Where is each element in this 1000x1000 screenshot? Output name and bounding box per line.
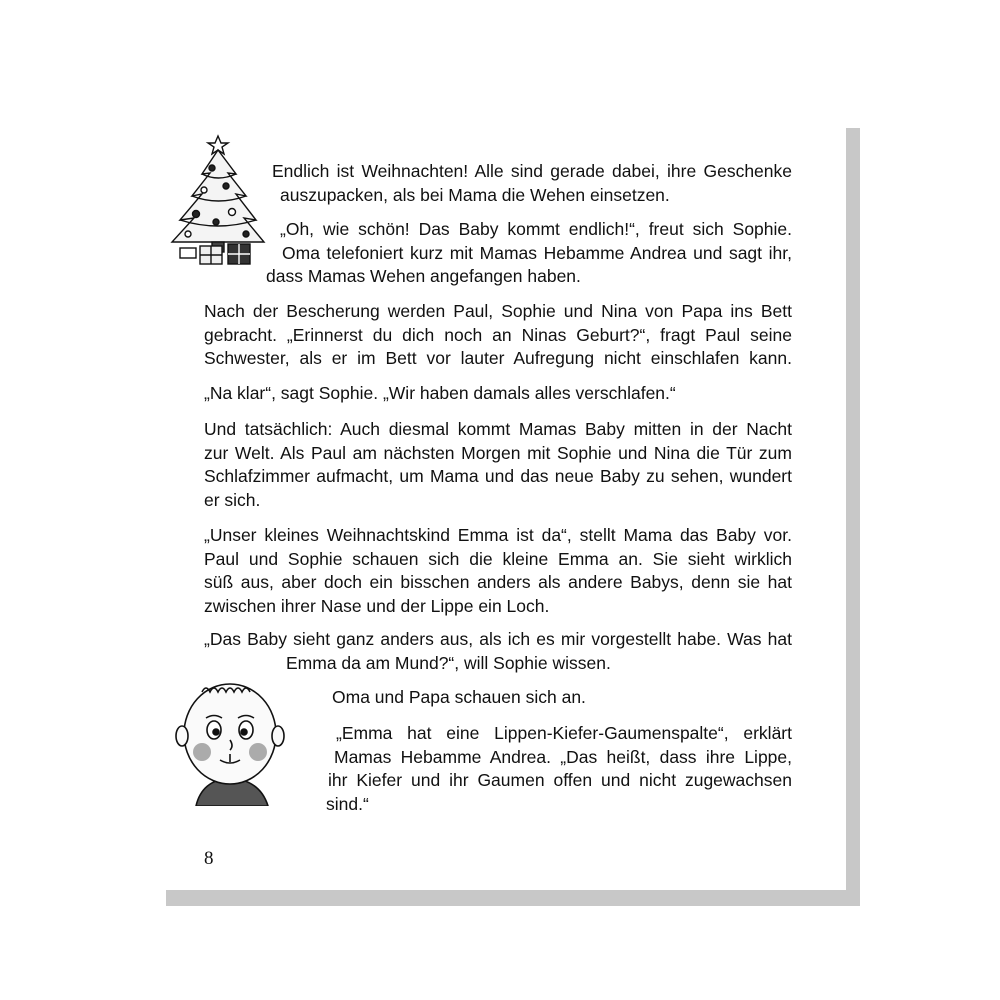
text-line: ihr Kiefer und ihr Gaumen offen und nicht zugewachsen xyxy=(328,770,792,790)
text-line: Nach der Bescherung werden Paul, Sophie und Nina von Papa ins Bett xyxy=(204,301,792,321)
paragraph-6 xyxy=(204,524,792,618)
text-line: auszupacken, als bei Mama die Wehen einsetzen. xyxy=(280,184,670,205)
text-line: „Das Baby sieht ganz anders aus, als ich es mir vorgestellt habe. Was hat xyxy=(204,629,792,649)
paragraph-3 xyxy=(204,300,792,371)
text-line: Mamas Hebamme Andrea. „Das heißt, dass ihre Lippe, xyxy=(334,746,792,767)
text-line: „Unser kleines Weihnachtskind Emma ist da“, stellt Mama das Baby vor. xyxy=(204,525,792,545)
text-line: süß aus, aber doch ein bisschen anders als andere Babys, denn sie hat xyxy=(204,572,792,592)
page-number: 8 xyxy=(204,848,214,869)
text-line: er sich. xyxy=(204,489,261,510)
text-line: Paul und Sophie schauen sich die kleine Emma an. Sie sieht wirklich xyxy=(204,548,792,569)
text-line: dass Mamas Wehen angefangen haben. xyxy=(266,266,581,286)
text-line: Und tatsächlich: Auch diesmal kommt Mamas Baby mitten in der Nacht xyxy=(204,419,792,439)
text-line: gebracht. „Erinnerst du dich noch an Ninas Geburt?“, fragt Paul seine xyxy=(204,324,792,345)
text-line: Schwester, als er im Bett vor lauter Aufregung nicht einschlafen kann. xyxy=(204,348,792,368)
text-line: „Oh, wie schön! Das Baby kommt endlich!“, freut sich Sophie. xyxy=(280,219,792,239)
paragraph-7 xyxy=(204,628,792,675)
text-line: zur Welt. Als Paul am nächsten Morgen mit Sophie und Nina die Tür zum xyxy=(204,442,792,463)
text-line: „Emma hat eine Lippen-Kiefer-Gaumenspalte“, erklärt xyxy=(336,723,792,743)
text-line: sind.“ xyxy=(326,793,369,814)
text-line: Oma und Papa schauen sich an. xyxy=(332,687,586,707)
paragraph-8 xyxy=(332,686,792,710)
text-line: Oma telefoniert kurz mit Mamas Hebamme Andrea und sagt ihr, xyxy=(282,242,792,263)
paragraph-5 xyxy=(204,418,792,512)
baby-emma-illustration xyxy=(172,674,288,806)
text-line: „Na klar“, sagt Sophie. „Wir haben damals alles verschlafen.“ xyxy=(204,383,676,403)
paragraph-1 xyxy=(272,160,792,207)
christmas-tree-illustration xyxy=(166,134,270,268)
paragraph-2 xyxy=(266,218,792,289)
paragraph-9 xyxy=(326,722,792,816)
book-page xyxy=(150,112,846,890)
text-line: zwischen ihrer Nase und der Lippe ein Loch. xyxy=(204,595,550,616)
text-line: Emma da am Mund?“, will Sophie wissen. xyxy=(286,652,611,673)
paragraph-4 xyxy=(204,382,792,406)
text-line: Schlafzimmer aufmacht, um Mama und das neue Baby zu sehen, wundert xyxy=(204,466,792,486)
text-line: Endlich ist Weihnachten! Alle sind gerade dabei, ihre Geschenke xyxy=(272,161,792,181)
